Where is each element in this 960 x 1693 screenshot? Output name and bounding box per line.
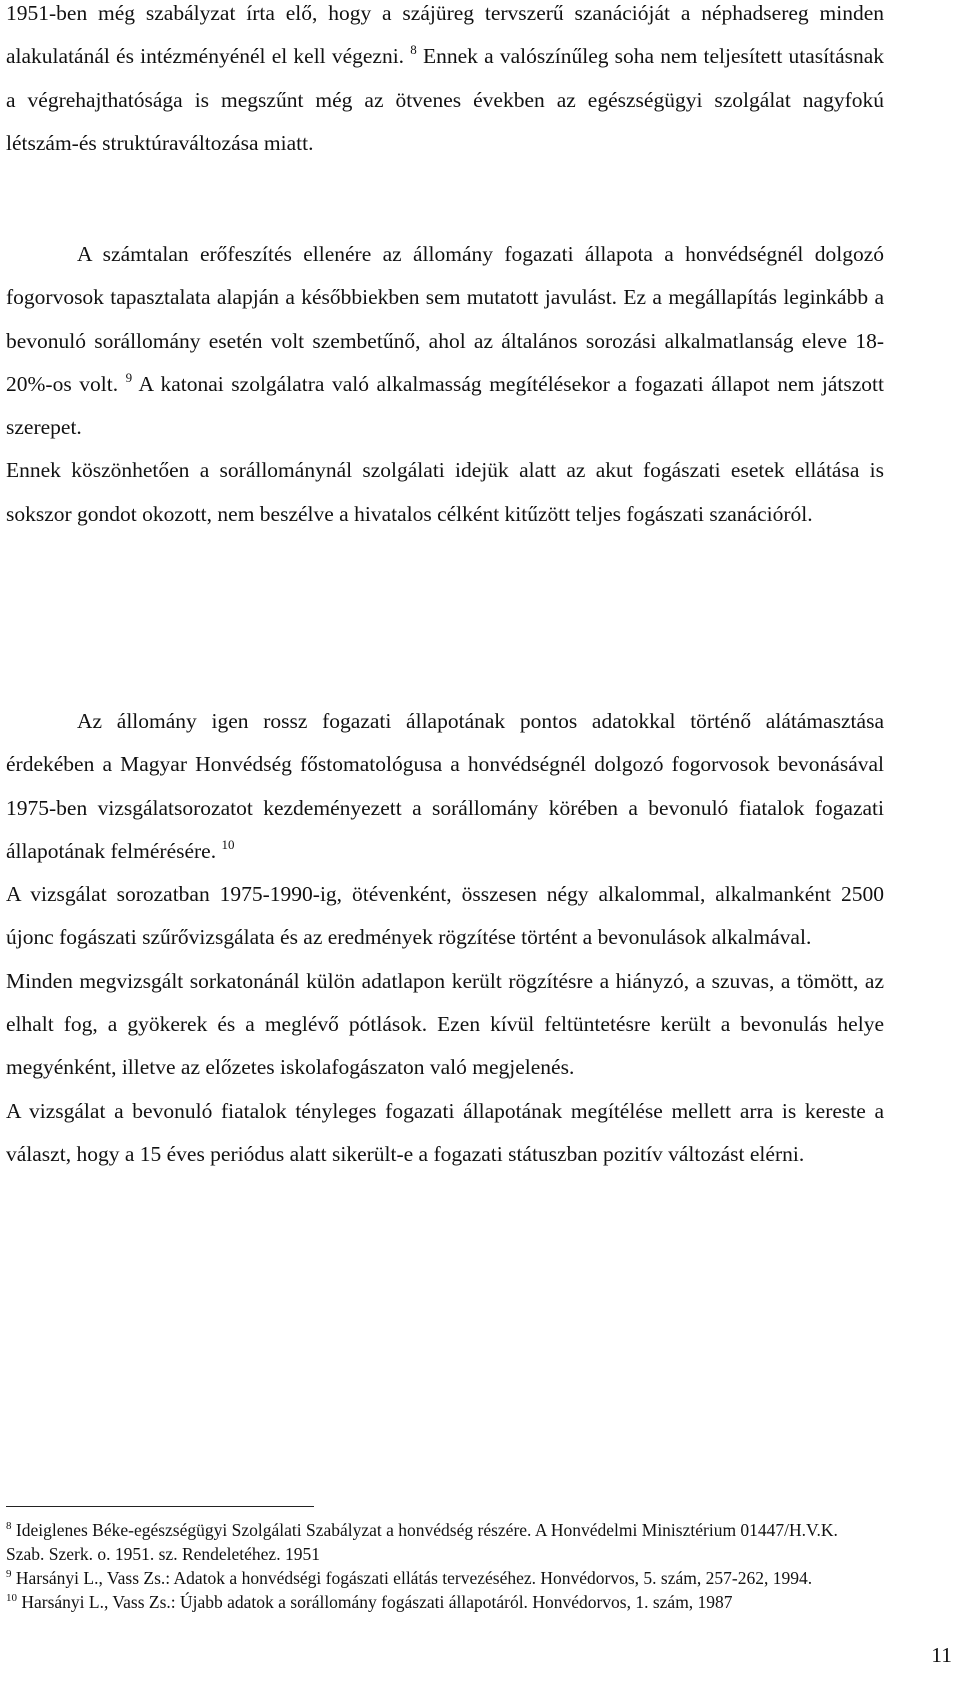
footnote-9 — [6, 1566, 876, 1590]
footnote-ref-10[interactable]: 10 — [221, 836, 235, 852]
paragraph-efforts — [6, 233, 884, 449]
footnote-text: Harsányi L., Vass Zs.: Újabb adatok a sorállomány fogászati állapotáról. Honvédorvos, 1. szám, 1987 — [21, 1592, 733, 1612]
paragraph-block-2 — [6, 233, 884, 536]
footnote-ref-9[interactable]: 9 — [125, 369, 133, 385]
paragraph-text: 1951-ben még szabályzat írta elő, hogy a szájüreg tervszerű szanációját a néphadsereg minden alakulatánál és intézményénél el kell végezni. — [6, 1, 884, 69]
paragraph-survey-initiation — [6, 700, 884, 873]
paragraph-text: A számtalan erőfeszítés ellenére az állomány fogazati állapota a honvédségnél dolgozó fogorvosok tapasztalata alapján a későbbiekben sem mutatott javulást. Ez a megállapítás leginkább a bevonuló sorállomány esetén volt szembetűnő, ahol az általános sorozási alkalmatlanság eleve 18-20%-os volt. — [6, 242, 884, 396]
footnote-separator — [6, 1506, 314, 1507]
footnote-text: Ideiglenes Béke-egészségügyi Szolgálati Szabályzat a honvédség részére. A Honvédelmi Minisztérium 01447/H.V.K. Szab. Szerk. o. 1951. sz. Rendeletéhez. 1951 — [6, 1520, 838, 1564]
footnote-8 — [6, 1518, 876, 1566]
paragraph-data-sheet: Minden megvizsgált sorkatonánál külön adatlapon került rögzítésre a hiányzó, a szuvas, a tömött, az elhalt fog, a gyökerek és a meglévő pótlások. Ezen kívül feltüntetésre került a bevonulás helye megyénként, illetve az előzetes iskolafogászaton való megjelenés. — [6, 968, 884, 1080]
paragraph-text: A katonai szolgálatra való alkalmasság megítélésekor a fogazati állapot nem játszott szerepet. — [6, 371, 885, 440]
footnote-number: 8 — [6, 1520, 12, 1532]
footnote-ref-8[interactable]: 8 — [410, 42, 417, 58]
footnote-10 — [6, 1590, 876, 1614]
paragraph-text: Az állomány igen rossz fogazati állapotának pontos adatokkal történő alátámasztása érdekében a Magyar Honvédség főstomatológusa a honvédségnél dolgozó fogorvosok bevonásával 1975-ben vizsgálatsorozatot kezdeményezett a sorállomány körében a bevonuló fiatalok fogazati állapotának felmérésére. — [6, 709, 884, 863]
page-number: 11 — [931, 1643, 952, 1667]
paragraph-block-1 — [6, 0, 884, 165]
paragraph-block-3 — [6, 700, 884, 1176]
paragraph-survey-series: A vizsgálat sorozatban 1975-1990-ig, ötévenként, összesen négy alkalommal, alkalmanként 2500 újonc fogászati szűrővizsgálata és az eredmények rögzítése történt a bevonulások alkalmával. — [6, 882, 884, 950]
paragraph-acute-cases: Ennek köszönhetően a sorállománynál szolgálati idejük alatt az akut fogászati esetek ellátása is sokszor gondot okozott, nem beszélve a hivatalos célként kitűzött teljes fogászati szanációról. — [6, 458, 884, 526]
paragraph-text: Ennek a valószínűleg soha nem teljesített utasításnak a végrehajthatósága is megszűnt még az ötvenes években az egészségügyi szolgálat nagyfokú létszám-és struktúraváltozása miatt. — [6, 44, 885, 155]
paragraph-regulation-1951 — [6, 0, 884, 165]
paragraph-survey-goal: A vizsgálat a bevonuló fiatalok tényleges fogazati állapotának megítélése mellett arra is kereste a választ, hogy a 15 éves periódus alatt sikerült-e a fogazati státuszban pozitív változást elérni. — [6, 1098, 884, 1166]
footnotes — [6, 1518, 876, 1614]
footnote-number: 9 — [6, 1568, 12, 1580]
footnote-number: 10 — [6, 1592, 17, 1604]
footnote-text: Harsányi L., Vass Zs.: Adatok a honvédségi fogászati ellátás tervezéséhez. Honvédorvos, 5. szám, 257-262, 1994. — [15, 1568, 813, 1588]
